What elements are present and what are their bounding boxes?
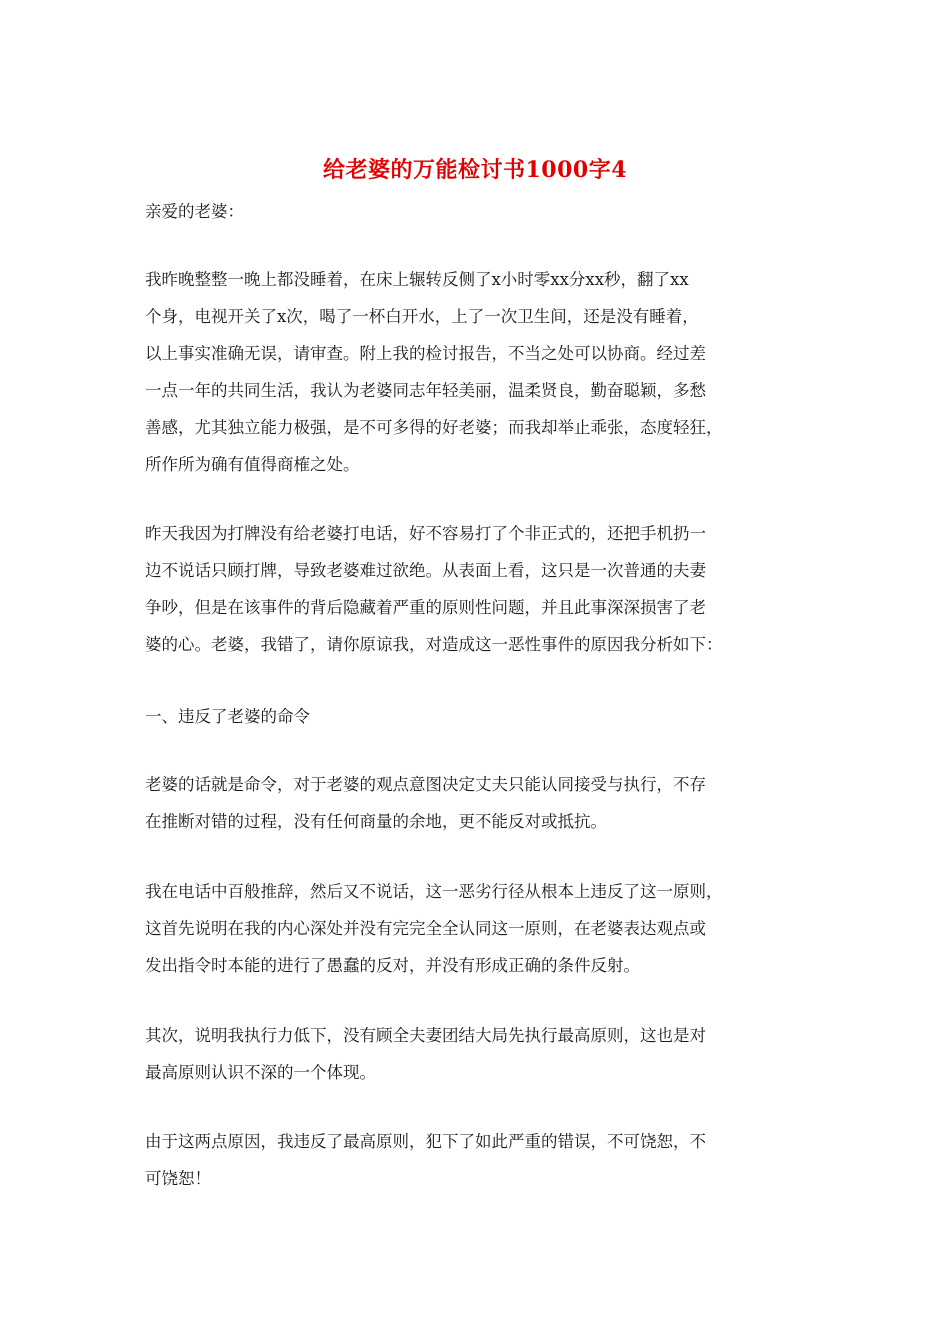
paragraph-1-line-3: 以上事实准确无误，请审查。附上我的检讨报告，不当之处可以协商。经过差 — [145, 344, 706, 363]
paragraph-5-line-3: 发出指令时本能的进行了愚蠢的反对，并没有形成正确的条件反射。 — [145, 956, 640, 975]
paragraph-5-line-2: 这首先说明在我的内心深处并没有完完全全认同这一原则，在老婆表达观点或 — [145, 919, 706, 938]
paragraph-1-line-5: 善感，尤其独立能力极强，是不可多得的好老婆；而我却举止乖张，态度轻狂， — [145, 418, 723, 437]
paragraph-4-line-1: 老婆的话就是命令，对于老婆的观点意图决定丈夫只能认同接受与执行，不存 — [145, 775, 706, 794]
paragraph-2-line-3: 争吵，但是在该事件的背后隐藏着严重的原则性问题，并且此事深深损害了老 — [145, 598, 706, 617]
paragraph-2-line-2: 边不说话只顾打牌，导致老婆难过欲绝。从表面上看，这只是一次普通的夫妻 — [145, 561, 706, 580]
section-heading: 一、违反了老婆的命令 — [145, 707, 310, 726]
salutation: 亲爱的老婆： — [145, 202, 244, 221]
paragraph-4-line-2: 在推断对错的过程，没有任何商量的余地，更不能反对或抵抗。 — [145, 812, 607, 831]
paragraph-1-line-1: 我昨晚整整一晚上都没睡着，在床上辗转反侧了x小时零xx分xx秒，翻了xx — [145, 270, 689, 289]
paragraph-6-line-1: 其次，说明我执行力低下，没有顾全夫妻团结大局先执行最高原则，这也是对 — [145, 1026, 706, 1045]
paragraph-1-line-6: 所作所为确有值得商榷之处。 — [145, 455, 360, 474]
paragraph-2-line-4: 婆的心。老婆，我错了，请你原谅我，对造成这一恶性事件的原因我分析如下： — [145, 635, 723, 654]
document-title: 给老婆的万能检讨书1000字4 — [322, 157, 628, 183]
paragraph-1-line-2: 个身，电视开关了x次，喝了一杯白开水，上了一次卫生间，还是没有睡着， — [145, 307, 699, 326]
paragraph-2-line-1: 昨天我因为打牌没有给老婆打电话，好不容易打了个非正式的，还把手机扔一 — [145, 524, 706, 543]
paragraph-7-line-2: 可饶恕！ — [145, 1169, 211, 1188]
paragraph-5-line-1: 我在电话中百般推辞，然后又不说话，这一恶劣行径从根本上违反了这一原则， — [145, 882, 723, 901]
paragraph-1-line-4: 一点一年的共同生活，我认为老婆同志年轻美丽，温柔贤良，勤奋聪颖，多愁 — [145, 381, 706, 400]
paragraph-7-line-1: 由于这两点原因，我违反了最高原则，犯下了如此严重的错误，不可饶恕，不 — [145, 1132, 706, 1151]
paragraph-6-line-2: 最高原则认识不深的一个体现。 — [145, 1063, 376, 1082]
